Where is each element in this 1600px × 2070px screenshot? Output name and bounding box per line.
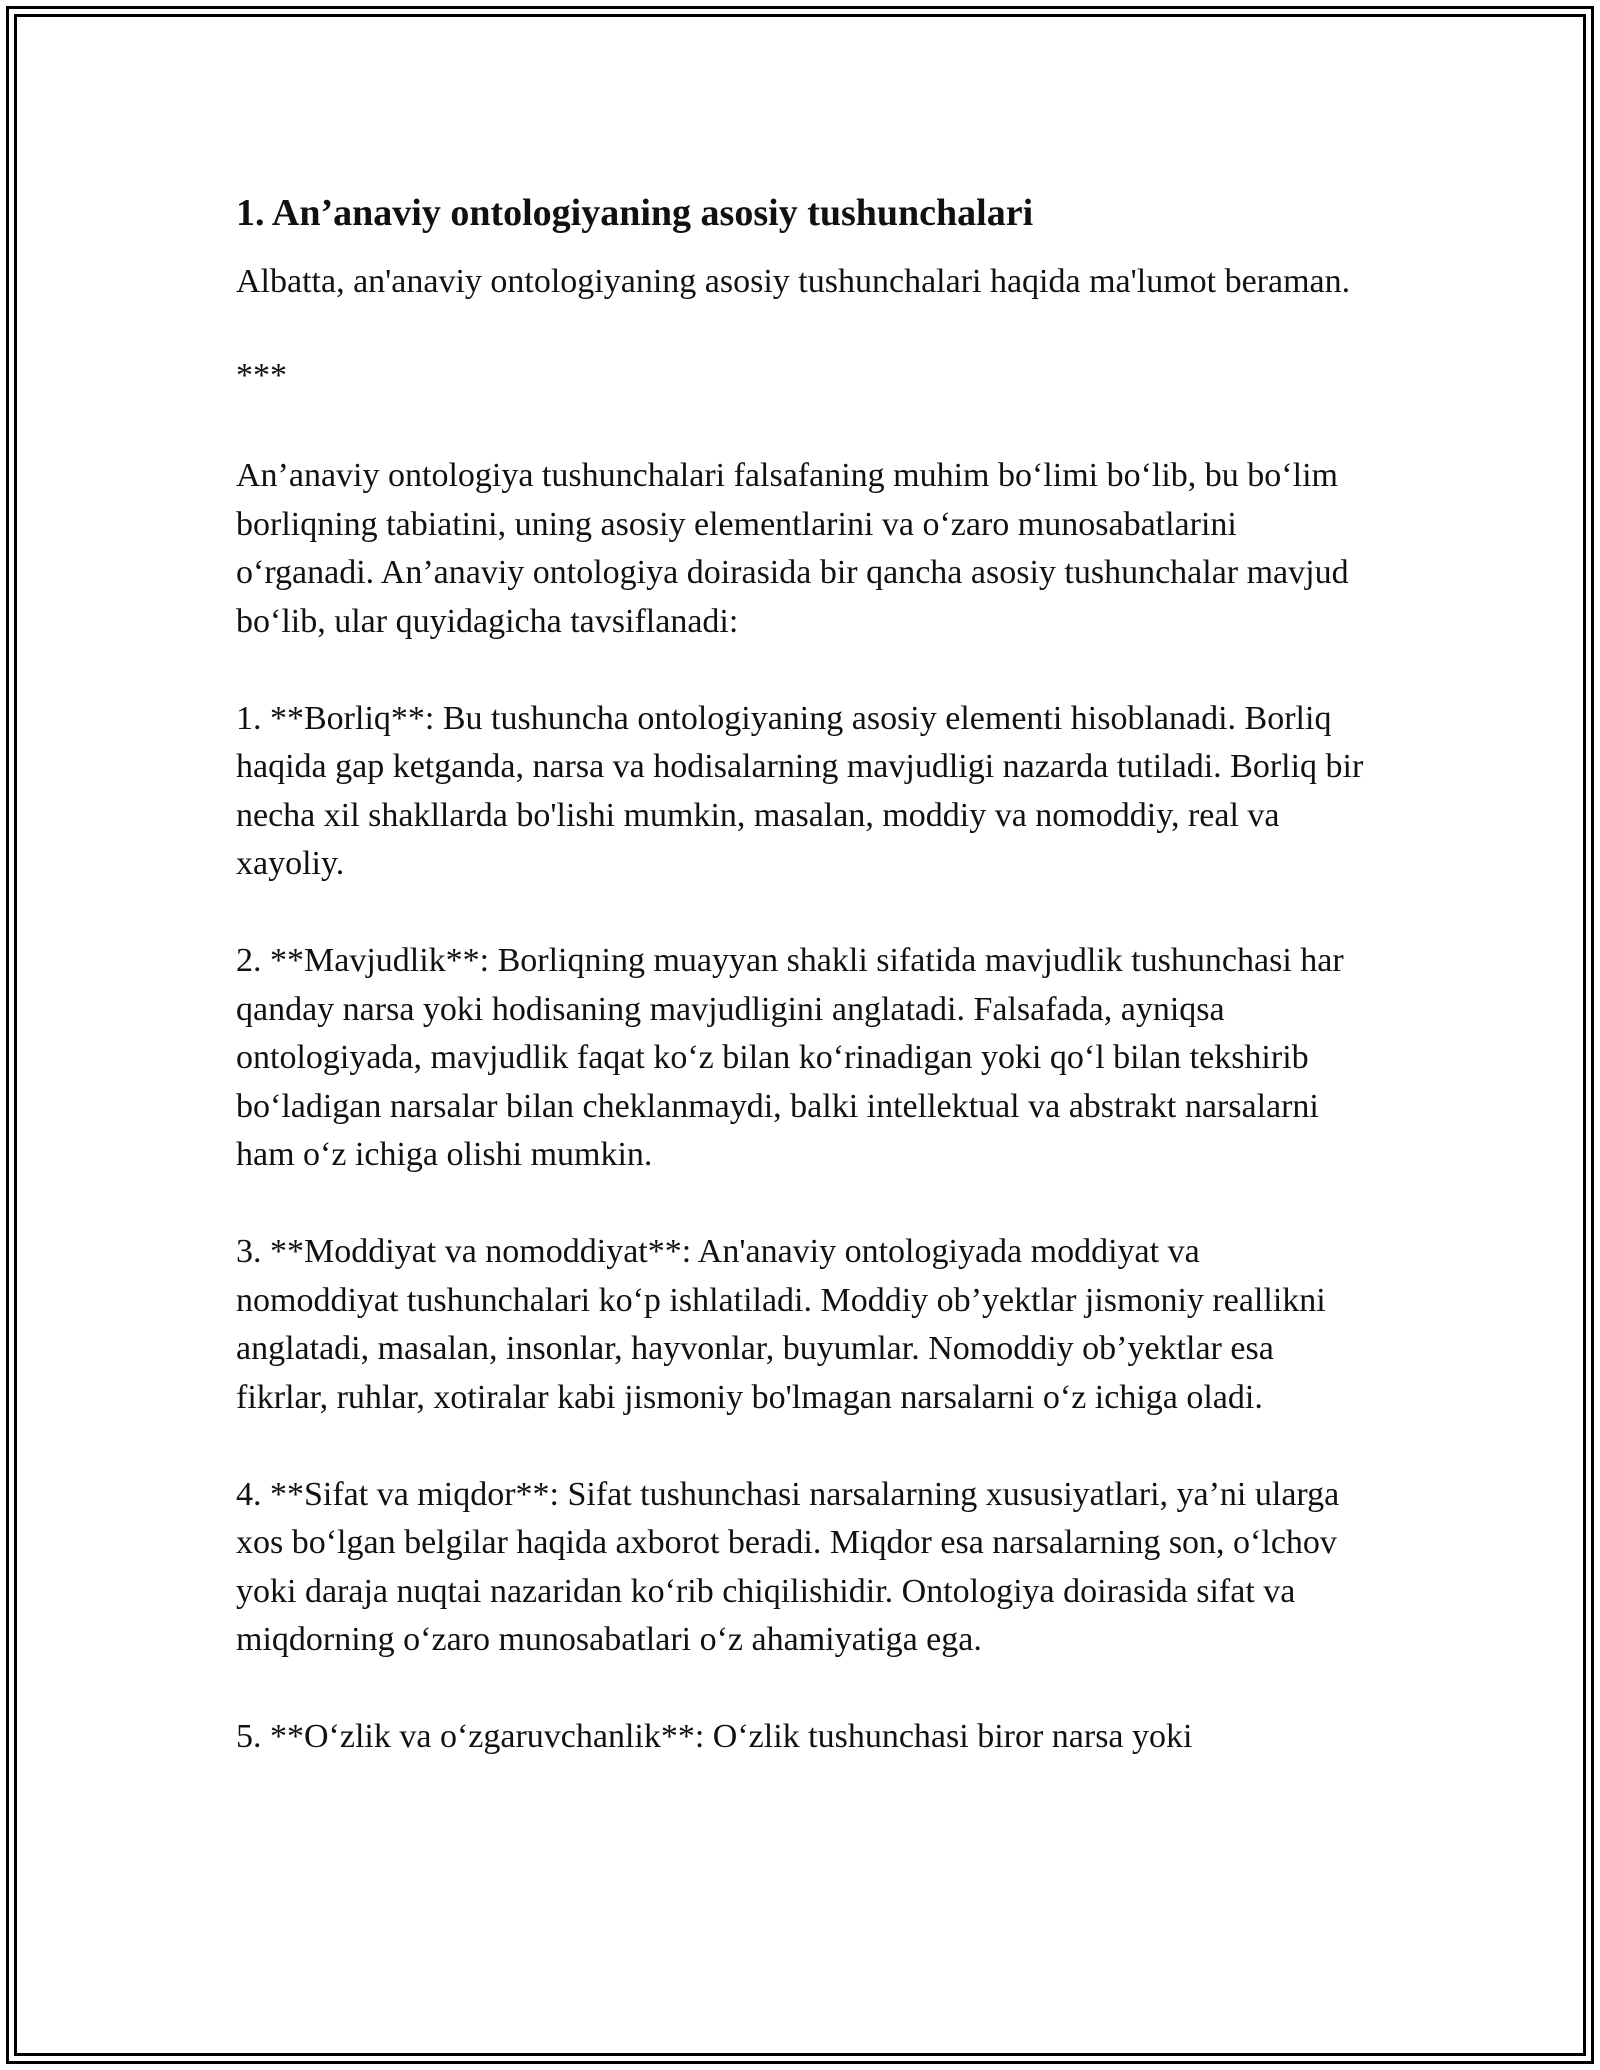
paragraph-overview: An’anaviy ontologiya tushunchalari falsafaning muhim bo‘limi bo‘lib, bu bo‘lim borliqning tabiatini, uning asosiy elementlarini va o‘zaro munosabatlarini o‘rganadi. An’anaviy ontologiya doirasida bir qancha asosiy tushunchalar mavjud bo‘lib, ular quyidagicha tavsiflanadi:: [236, 457, 1349, 640]
paragraph-ozlik: 5. **O‘zlik va o‘zgaruvchanlik**: O‘zlik tushunchasi biror narsa yoki: [236, 1718, 1193, 1755]
paragraph-moddiyat: 3. **Moddiyat va nomoddiyat**: An'anaviy ontologiyada moddiyat va nomoddiyat tushunchalari ko‘p ishlatiladi. Moddiy ob’yektlar jismoniy reallikni anglatadi, masalan, insonlar, hayvonlar, buyumlar. Nomoddiy ob’yektlar esa fikrlar, ruhlar, xotiralar kabi jismoniy bo'lmagan narsalarni o‘z ichiga oladi.: [236, 1233, 1326, 1416]
separator: ***: [236, 356, 287, 394]
document-heading: 1. An’anaviy ontologiyaning asosiy tushunchalari: [236, 192, 1034, 234]
paragraph-sifat-miqdor: 4. **Sifat va miqdor**: Sifat tushunchasi narsalarning xususiyatlari, ya’ni ularga xos bo‘lgan belgilar haqida axborot beradi. Miqdor esa narsalarning son, o‘lchov yoki daraja nuqtai nazaridan ko‘rib chiqilishidir. Ontologiya doirasida sifat va miqdorning o‘zaro munosabatlari o‘z ahamiyatiga ega.: [236, 1475, 1340, 1658]
intro-paragraph: Albatta, an'anaviy ontologiyaning asosiy tushunchalari haqida ma'lumot beraman.: [236, 263, 1351, 300]
document-page: [236, 188, 1366, 1762]
paragraph-borliq: 1. **Borliq**: Bu tushuncha ontologiyaning asosiy elementi hisoblanadi. Borliq haqida gap ketganda, narsa va hodisalarning mavjudligi nazarda tutiladi. Borliq bir necha xil shakllarda bo'lishi mumkin, masalan, moddiy va nomoddiy, real va xayoliy.: [236, 699, 1364, 882]
paragraph-mavjudlik: 2. **Mavjudlik**: Borliqning muayyan shakli sifatida mavjudlik tushunchasi har qanday narsa yoki hodisaning mavjudligini anglatadi. Falsafada, ayniqsa ontologiyada, mavjudlik faqat ko‘z bilan ko‘rinadigan yoki qo‘l bilan tekshirib bo‘ladigan narsalar bilan cheklanmaydi, balki intellektual va abstrakt narsalarni ham o‘z ichiga olishi mumkin.: [236, 942, 1344, 1173]
